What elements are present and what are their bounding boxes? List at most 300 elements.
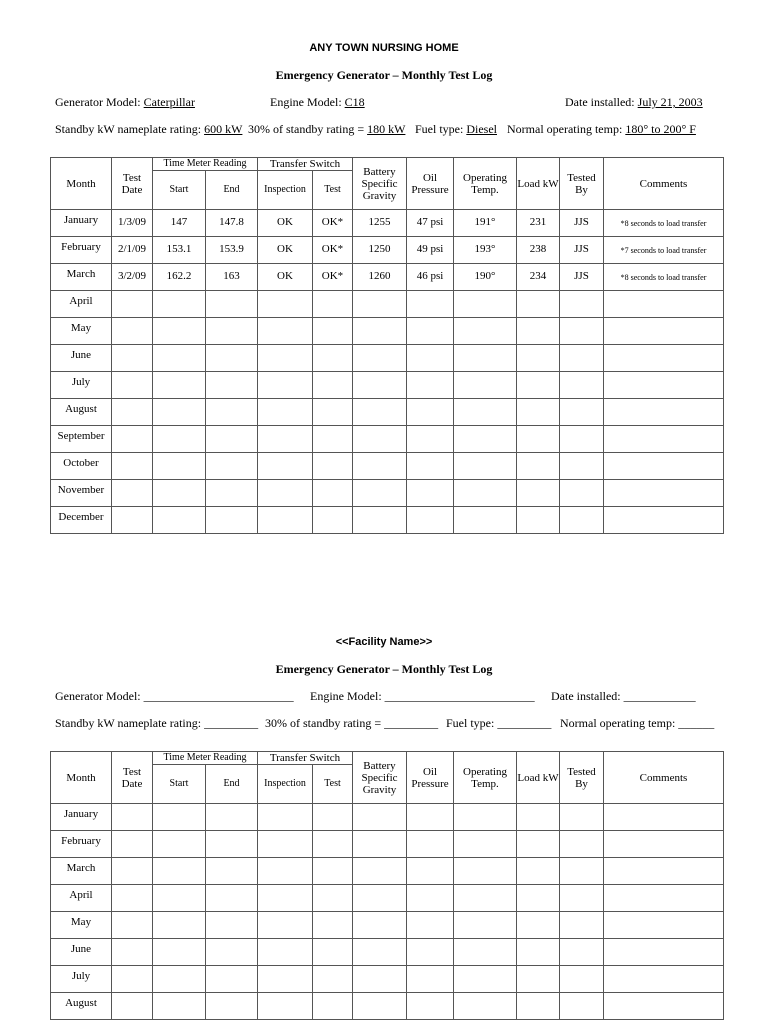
comment-cell[interactable] xyxy=(604,993,724,1020)
battery-gravity-cell[interactable] xyxy=(353,912,407,939)
facility-name-placeholder: <<Facility Name>> xyxy=(335,636,433,648)
thirty-percent-value: 180 kW xyxy=(367,122,406,136)
operating-temp-cell[interactable] xyxy=(454,912,517,939)
oil-pressure-cell[interactable] xyxy=(407,939,454,966)
test-cell: OK* xyxy=(313,237,353,264)
oil-pressure-cell[interactable] xyxy=(407,426,454,453)
start-cell: 153.1 xyxy=(153,237,206,264)
comment-cell[interactable] xyxy=(604,804,724,831)
test-cell: OK* xyxy=(313,264,353,291)
operating-temp-cell[interactable] xyxy=(454,291,517,318)
load-kw-cell[interactable] xyxy=(517,291,560,318)
inspection-cell: OK xyxy=(258,237,313,264)
date-installed-value: July 21, 2003 xyxy=(637,95,703,109)
operating-temp-field xyxy=(507,122,696,137)
operating-temp-header: Operating Temp. xyxy=(454,752,517,804)
battery-gravity-cell[interactable] xyxy=(353,318,407,345)
start-cell[interactable] xyxy=(153,318,206,345)
load-kw-cell[interactable] xyxy=(517,993,560,1020)
generator-model-value: Caterpillar xyxy=(143,95,195,109)
month-cell: November xyxy=(51,480,112,507)
test-header: Test xyxy=(313,171,353,210)
operating-temp-cell[interactable] xyxy=(454,885,517,912)
battery-gravity-cell[interactable] xyxy=(353,858,407,885)
fuel-type-value: Diesel xyxy=(466,122,497,136)
oil-pressure-cell[interactable] xyxy=(407,858,454,885)
operating-temp-blank[interactable]: Normal operating temp: ______ xyxy=(560,716,715,730)
fuel-type-field xyxy=(415,122,497,137)
table-row xyxy=(51,210,724,237)
operating-temp-cell[interactable] xyxy=(454,480,517,507)
table-row xyxy=(51,804,724,831)
start-cell[interactable] xyxy=(153,939,206,966)
oil-pressure-cell[interactable] xyxy=(407,993,454,1020)
test-date-cell[interactable] xyxy=(112,858,153,885)
oil-pressure-cell[interactable] xyxy=(407,372,454,399)
table-row xyxy=(51,345,724,372)
test-cell[interactable] xyxy=(313,939,353,966)
standby-rating-value: 600 kW xyxy=(204,122,243,136)
test-cell[interactable] xyxy=(313,480,353,507)
comment-cell[interactable] xyxy=(604,318,724,345)
test-cell[interactable] xyxy=(313,426,353,453)
battery-gravity-cell[interactable] xyxy=(353,453,407,480)
operating-temp-cell[interactable] xyxy=(454,966,517,993)
generator-model-blank[interactable]: Generator Model: _________________________ xyxy=(55,689,294,703)
month-cell: April xyxy=(51,885,112,912)
battery-gravity-header: Battery Specific Gravity xyxy=(353,752,407,804)
end-cell[interactable] xyxy=(206,858,258,885)
end-cell[interactable] xyxy=(206,453,258,480)
oil-pressure-cell[interactable] xyxy=(407,318,454,345)
end-cell[interactable] xyxy=(206,372,258,399)
test-date-cell[interactable] xyxy=(112,912,153,939)
inspection-cell: OK xyxy=(258,264,313,291)
test-cell[interactable] xyxy=(313,399,353,426)
month-cell: October xyxy=(51,453,112,480)
start-cell[interactable] xyxy=(153,480,206,507)
end-cell[interactable] xyxy=(206,480,258,507)
battery-gravity-cell: 1260 xyxy=(353,264,407,291)
test-cell[interactable] xyxy=(313,345,353,372)
generator-model-label: Generator Model: xyxy=(55,95,141,109)
table-row xyxy=(51,453,724,480)
end-cell[interactable] xyxy=(206,966,258,993)
operating-temp-cell: 190° xyxy=(454,264,517,291)
tested-by-cell: JJS xyxy=(560,264,604,291)
month-header: Month xyxy=(51,752,112,804)
oil-pressure-cell[interactable] xyxy=(407,345,454,372)
date-installed-label: Date installed: xyxy=(565,95,635,109)
operating-temp-cell[interactable] xyxy=(454,939,517,966)
battery-gravity-cell: 1250 xyxy=(353,237,407,264)
month-cell: February xyxy=(51,831,112,858)
test-date-cell[interactable] xyxy=(112,453,153,480)
comment-cell[interactable] xyxy=(604,912,724,939)
battery-gravity-cell[interactable] xyxy=(353,345,407,372)
inspection-cell: OK xyxy=(258,210,313,237)
tested-by-cell[interactable] xyxy=(560,966,604,993)
month-cell: March xyxy=(51,264,112,291)
test-date-cell[interactable] xyxy=(112,399,153,426)
test-date-cell[interactable] xyxy=(112,804,153,831)
battery-gravity-cell[interactable] xyxy=(353,399,407,426)
comment-cell[interactable] xyxy=(604,372,724,399)
oil-pressure-cell[interactable] xyxy=(407,831,454,858)
load-kw-cell[interactable] xyxy=(517,804,560,831)
tested-by-cell[interactable] xyxy=(560,993,604,1020)
tested-by-cell[interactable] xyxy=(560,372,604,399)
log-title: Emergency Generator – Monthly Test Log xyxy=(275,68,493,82)
tested-by-cell[interactable] xyxy=(560,318,604,345)
operating-temp-cell[interactable] xyxy=(454,993,517,1020)
start-cell[interactable] xyxy=(153,993,206,1020)
month-cell: February xyxy=(51,237,112,264)
end-cell[interactable] xyxy=(206,318,258,345)
oil-pressure-cell[interactable] xyxy=(407,912,454,939)
operating-temp-cell[interactable] xyxy=(454,372,517,399)
start-header: Start xyxy=(153,171,206,210)
load-kw-cell[interactable] xyxy=(517,372,560,399)
end-cell[interactable] xyxy=(206,804,258,831)
standby-rating-label: Standby kW nameplate rating: xyxy=(55,122,202,136)
inspection-cell[interactable] xyxy=(258,480,313,507)
inspection-cell[interactable] xyxy=(258,885,313,912)
operating-temp-label: Normal operating temp: xyxy=(507,122,623,136)
engine-model-label: Engine Model: xyxy=(270,95,342,109)
table-row xyxy=(51,858,724,885)
table-row xyxy=(51,480,724,507)
table-row xyxy=(51,912,724,939)
load-kw-cell[interactable] xyxy=(517,426,560,453)
load-kw-cell[interactable] xyxy=(517,318,560,345)
inspection-cell[interactable] xyxy=(258,831,313,858)
tested-by-cell[interactable] xyxy=(560,345,604,372)
battery-gravity-header: Battery Specific Gravity xyxy=(353,158,407,210)
date-installed-field xyxy=(565,95,703,110)
month-cell: May xyxy=(51,318,112,345)
end-cell[interactable] xyxy=(206,345,258,372)
inspection-cell[interactable] xyxy=(258,507,313,534)
comment-cell[interactable] xyxy=(604,858,724,885)
table-row xyxy=(51,399,724,426)
load-kw-cell[interactable] xyxy=(517,831,560,858)
end-cell[interactable] xyxy=(206,399,258,426)
start-cell[interactable] xyxy=(153,831,206,858)
month-cell: September xyxy=(51,426,112,453)
month-cell: December xyxy=(51,507,112,534)
comment-cell[interactable] xyxy=(604,480,724,507)
fuel-type-label: Fuel type: xyxy=(415,122,464,136)
end-cell[interactable] xyxy=(206,426,258,453)
end-cell[interactable] xyxy=(206,291,258,318)
test-cell[interactable] xyxy=(313,993,353,1020)
oil-pressure-cell[interactable] xyxy=(407,507,454,534)
inspection-cell[interactable] xyxy=(258,993,313,1020)
month-cell: January xyxy=(51,804,112,831)
start-cell[interactable] xyxy=(153,858,206,885)
start-cell[interactable] xyxy=(153,885,206,912)
thirty-percent-blank[interactable]: 30% of standby rating = _________ xyxy=(265,716,439,730)
table-row xyxy=(51,318,724,345)
start-cell[interactable] xyxy=(153,399,206,426)
tested-by-cell[interactable] xyxy=(560,804,604,831)
tested-by-cell[interactable] xyxy=(560,291,604,318)
date-installed-blank[interactable]: Date installed: ____________ xyxy=(551,689,696,703)
comment-cell[interactable] xyxy=(604,453,724,480)
test-date-cell[interactable] xyxy=(112,507,153,534)
month-cell: March xyxy=(51,858,112,885)
operating-temp-cell: 191° xyxy=(454,210,517,237)
facility-title: ANY TOWN NURSING HOME xyxy=(309,42,459,54)
start-cell[interactable] xyxy=(153,507,206,534)
comment-cell[interactable] xyxy=(604,966,724,993)
operating-temp-cell[interactable] xyxy=(454,858,517,885)
comment-cell: *8 seconds to load transfer xyxy=(604,264,724,291)
start-cell[interactable] xyxy=(153,912,206,939)
inspection-cell[interactable] xyxy=(258,399,313,426)
test-header: Test xyxy=(313,765,353,804)
operating-temp-cell: 193° xyxy=(454,237,517,264)
load-kw-header: Load kW xyxy=(517,158,560,210)
time-meter-header: Time Meter Reading xyxy=(153,752,258,765)
tested-by-header: Tested By xyxy=(560,158,604,210)
tested-by-cell[interactable] xyxy=(560,885,604,912)
test-date-cell[interactable] xyxy=(112,372,153,399)
oil-pressure-cell[interactable] xyxy=(407,291,454,318)
load-kw-cell[interactable] xyxy=(517,345,560,372)
oil-pressure-cell[interactable] xyxy=(407,399,454,426)
oil-pressure-header: Oil Pressure xyxy=(407,158,454,210)
comment-cell: *7 seconds to load transfer xyxy=(604,237,724,264)
fuel-type-blank[interactable]: Fuel type: _________ xyxy=(446,716,552,730)
test-cell[interactable] xyxy=(313,831,353,858)
comment-cell[interactable] xyxy=(604,831,724,858)
load-kw-cell[interactable] xyxy=(517,453,560,480)
test-date-header: Test Date xyxy=(112,752,153,804)
battery-gravity-cell[interactable] xyxy=(353,885,407,912)
month-cell: July xyxy=(51,966,112,993)
start-cell[interactable] xyxy=(153,966,206,993)
month-cell: July xyxy=(51,372,112,399)
start-cell[interactable] xyxy=(153,804,206,831)
oil-pressure-cell[interactable] xyxy=(407,804,454,831)
load-kw-cell[interactable] xyxy=(517,939,560,966)
comment-cell[interactable] xyxy=(604,399,724,426)
table-row xyxy=(51,264,724,291)
inspection-cell[interactable] xyxy=(258,372,313,399)
operating-temp-value: 180° to 200° F xyxy=(625,122,696,136)
transfer-switch-header: Transfer Switch xyxy=(258,158,353,171)
start-header: Start xyxy=(153,765,206,804)
operating-temp-cell[interactable] xyxy=(454,345,517,372)
end-cell[interactable] xyxy=(206,831,258,858)
test-date-cell[interactable] xyxy=(112,993,153,1020)
month-cell: August xyxy=(51,993,112,1020)
end-cell: 153.9 xyxy=(206,237,258,264)
table-row xyxy=(51,885,724,912)
battery-gravity-cell[interactable] xyxy=(353,507,407,534)
test-log-table xyxy=(50,157,724,534)
standby-rating-field xyxy=(55,122,242,137)
test-date-cell: 2/1/09 xyxy=(112,237,153,264)
tested-by-cell[interactable] xyxy=(560,831,604,858)
inspection-cell[interactable] xyxy=(258,426,313,453)
inspection-cell[interactable] xyxy=(258,966,313,993)
load-kw-cell[interactable] xyxy=(517,912,560,939)
end-cell[interactable] xyxy=(206,939,258,966)
comment-cell[interactable] xyxy=(604,939,724,966)
load-kw-cell: 238 xyxy=(517,237,560,264)
inspection-cell[interactable] xyxy=(258,858,313,885)
oil-pressure-cell[interactable] xyxy=(407,966,454,993)
start-cell[interactable] xyxy=(153,345,206,372)
standby-rating-blank[interactable]: Standby kW nameplate rating: _________ xyxy=(55,716,259,730)
operating-temp-cell[interactable] xyxy=(454,426,517,453)
battery-gravity-cell[interactable] xyxy=(353,804,407,831)
month-cell: August xyxy=(51,399,112,426)
load-kw-header: Load kW xyxy=(517,752,560,804)
month-cell: May xyxy=(51,912,112,939)
test-date-cell[interactable] xyxy=(112,318,153,345)
end-cell[interactable] xyxy=(206,912,258,939)
tested-by-cell[interactable] xyxy=(560,507,604,534)
test-cell[interactable] xyxy=(313,318,353,345)
test-cell[interactable] xyxy=(313,858,353,885)
start-cell[interactable] xyxy=(153,372,206,399)
oil-pressure-cell[interactable] xyxy=(407,480,454,507)
test-date-cell[interactable] xyxy=(112,966,153,993)
load-kw-cell[interactable] xyxy=(517,858,560,885)
load-kw-cell: 231 xyxy=(517,210,560,237)
inspection-cell[interactable] xyxy=(258,939,313,966)
test-date-cell[interactable] xyxy=(112,939,153,966)
oil-pressure-cell[interactable] xyxy=(407,453,454,480)
month-cell: April xyxy=(51,291,112,318)
table-row xyxy=(51,426,724,453)
end-cell[interactable] xyxy=(206,507,258,534)
transfer-switch-header: Transfer Switch xyxy=(258,752,353,765)
test-date-cell[interactable] xyxy=(112,480,153,507)
load-kw-cell[interactable] xyxy=(517,885,560,912)
tested-by-header: Tested By xyxy=(560,752,604,804)
load-kw-cell[interactable] xyxy=(517,399,560,426)
tested-by-cell[interactable] xyxy=(560,453,604,480)
month-header: Month xyxy=(51,158,112,210)
comment-cell[interactable] xyxy=(604,426,724,453)
oil-pressure-cell: 46 psi xyxy=(407,264,454,291)
load-kw-cell[interactable] xyxy=(517,966,560,993)
comment-cell[interactable] xyxy=(604,885,724,912)
time-meter-header: Time Meter Reading xyxy=(153,158,258,171)
table-row xyxy=(51,966,724,993)
end-cell[interactable] xyxy=(206,993,258,1020)
battery-gravity-cell[interactable] xyxy=(353,939,407,966)
inspection-header: Inspection xyxy=(258,171,313,210)
tested-by-cell[interactable] xyxy=(560,426,604,453)
battery-gravity-cell[interactable] xyxy=(353,831,407,858)
operating-temp-cell[interactable] xyxy=(454,399,517,426)
operating-temp-cell[interactable] xyxy=(454,831,517,858)
start-cell[interactable] xyxy=(153,291,206,318)
load-kw-cell[interactable] xyxy=(517,507,560,534)
start-cell[interactable] xyxy=(153,453,206,480)
comments-header: Comments xyxy=(604,158,724,210)
inspection-cell[interactable] xyxy=(258,804,313,831)
load-kw-cell[interactable] xyxy=(517,480,560,507)
comments-header: Comments xyxy=(604,752,724,804)
inspection-cell[interactable] xyxy=(258,291,313,318)
operating-temp-cell[interactable] xyxy=(454,453,517,480)
test-date-cell[interactable] xyxy=(112,831,153,858)
test-date-cell[interactable] xyxy=(112,345,153,372)
end-cell[interactable] xyxy=(206,885,258,912)
test-cell: OK* xyxy=(313,210,353,237)
generator-model-field xyxy=(55,95,195,110)
battery-gravity-cell[interactable] xyxy=(353,480,407,507)
table-row xyxy=(51,831,724,858)
comment-cell[interactable] xyxy=(604,507,724,534)
test-date-cell[interactable] xyxy=(112,426,153,453)
start-cell[interactable] xyxy=(153,426,206,453)
tested-by-cell[interactable] xyxy=(560,399,604,426)
month-cell: January xyxy=(51,210,112,237)
operating-temp-cell[interactable] xyxy=(454,507,517,534)
inspection-cell[interactable] xyxy=(258,912,313,939)
battery-gravity-cell[interactable] xyxy=(353,426,407,453)
oil-pressure-cell[interactable] xyxy=(407,885,454,912)
month-cell: June xyxy=(51,939,112,966)
inspection-header: Inspection xyxy=(258,765,313,804)
test-date-cell: 1/3/09 xyxy=(112,210,153,237)
battery-gravity-cell[interactable] xyxy=(353,993,407,1020)
tested-by-cell[interactable] xyxy=(560,858,604,885)
test-date-cell[interactable] xyxy=(112,291,153,318)
start-cell: 162.2 xyxy=(153,264,206,291)
tested-by-cell: JJS xyxy=(560,237,604,264)
tested-by-cell[interactable] xyxy=(560,939,604,966)
battery-gravity-cell[interactable] xyxy=(353,372,407,399)
tested-by-cell: JJS xyxy=(560,210,604,237)
start-cell: 147 xyxy=(153,210,206,237)
inspection-cell[interactable] xyxy=(258,453,313,480)
test-cell[interactable] xyxy=(313,507,353,534)
test-cell[interactable] xyxy=(313,291,353,318)
inspection-cell[interactable] xyxy=(258,318,313,345)
tested-by-cell[interactable] xyxy=(560,912,604,939)
comment-cell[interactable] xyxy=(604,345,724,372)
engine-model-blank[interactable]: Engine Model: _________________________ xyxy=(310,689,535,703)
battery-gravity-cell[interactable] xyxy=(353,291,407,318)
comment-cell: *8 seconds to load transfer xyxy=(604,210,724,237)
tested-by-cell[interactable] xyxy=(560,480,604,507)
test-cell[interactable] xyxy=(313,966,353,993)
test-cell[interactable] xyxy=(313,372,353,399)
battery-gravity-cell[interactable] xyxy=(353,966,407,993)
end-cell: 147.8 xyxy=(206,210,258,237)
log-title-2: Emergency Generator – Monthly Test Log xyxy=(275,662,493,676)
operating-temp-cell[interactable] xyxy=(454,804,517,831)
test-cell[interactable] xyxy=(313,804,353,831)
inspection-cell[interactable] xyxy=(258,345,313,372)
table-row xyxy=(51,291,724,318)
comment-cell[interactable] xyxy=(604,291,724,318)
test-date-cell[interactable] xyxy=(112,885,153,912)
test-cell[interactable] xyxy=(313,912,353,939)
test-cell[interactable] xyxy=(313,453,353,480)
operating-temp-cell[interactable] xyxy=(454,318,517,345)
test-cell[interactable] xyxy=(313,885,353,912)
